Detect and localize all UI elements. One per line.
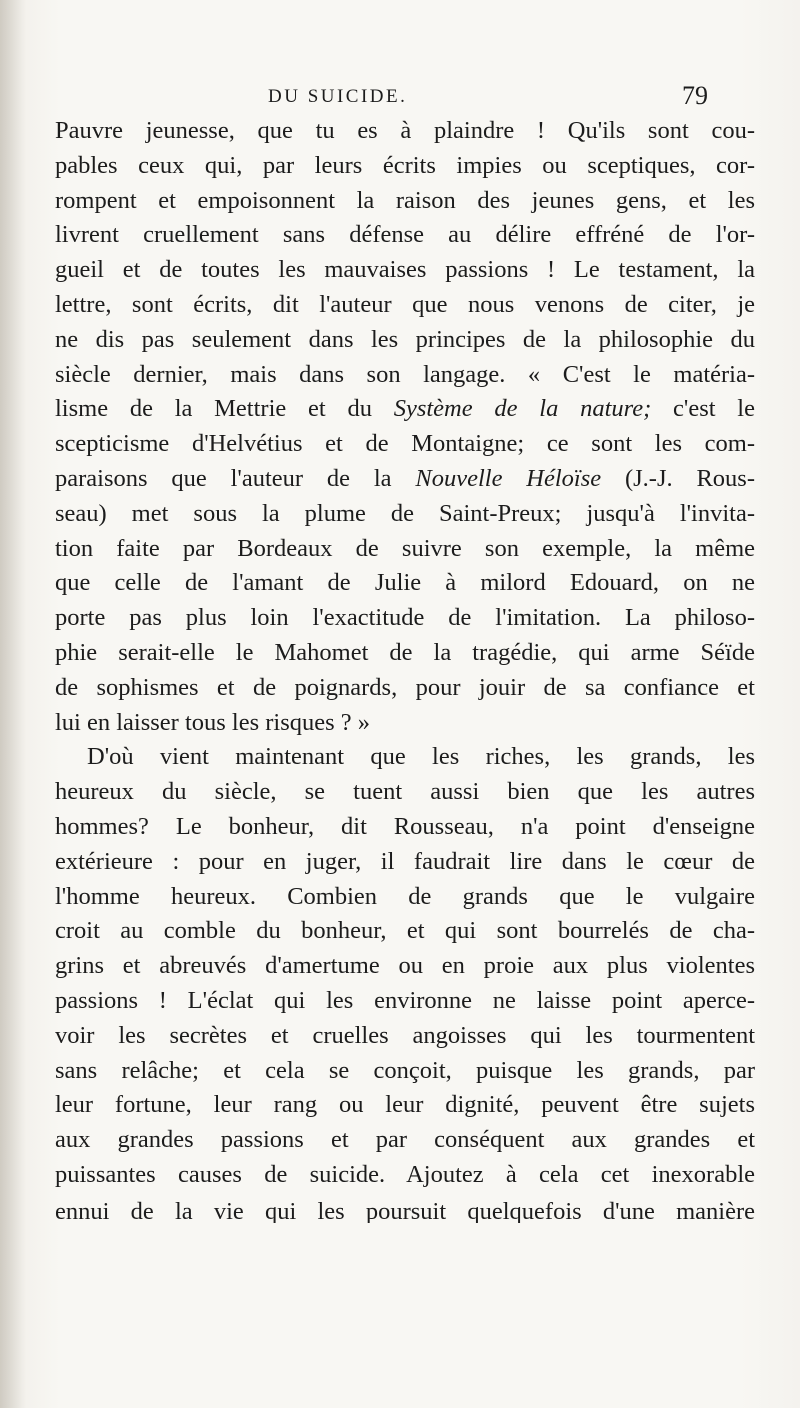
text-line: hommes? Le bonheur, dit Rousseau, n'a point d'enseigne [55, 812, 755, 840]
text-line [55, 392, 755, 427]
text-line: lettre, sont écrits, dit l'auteur que nous venons de citer, je [55, 290, 755, 318]
text-line: seau) met sous la plume de Saint-Preux; jusqu'à l'invita- [55, 499, 755, 527]
text-line: leur fortune, leur rang ou leur dignité, peuvent être sujets [55, 1091, 755, 1119]
text-run: paraisons que l'auteur de la [55, 464, 416, 492]
text-line: livrent cruellement sans défense au délire effréné de l'or- [55, 221, 755, 249]
text-run: c'est le [651, 395, 755, 423]
paragraph-1 [55, 114, 755, 740]
text-line: D'où vient maintenant que les riches, les grands, les [87, 743, 755, 771]
text-line: lui en laisser tous les risques ? » [55, 708, 371, 736]
text-line: de sophismes et de poignards, pour jouir de sa confiance et [55, 673, 755, 701]
text-run: lisme de la Mettrie et du [55, 395, 394, 423]
text-line: voir les secrètes et cruelles angoisses qui les tourmentent [55, 1021, 755, 1049]
binding-shadow [0, 0, 26, 1408]
paragraph-2 [55, 740, 755, 1222]
text-line: Pauvre jeunesse, que tu es à plaindre ! Qu'ils sont cou- [55, 117, 755, 144]
text-line: porte pas plus loin l'exactitude de l'imitation. La philoso- [55, 604, 755, 632]
text-line: rompent et empoisonnent la raison des jeunes gens, et les [55, 186, 755, 214]
body-text [55, 114, 755, 1223]
running-header [0, 82, 800, 112]
text-line-cropped: ennui de la vie qui les poursuit quelquefois d'une manière [55, 1197, 755, 1223]
italic-title: Nouvelle Héloïse [415, 464, 602, 492]
text-line: l'homme heureux. Combien de grands que le vulgaire [55, 882, 755, 910]
text-line: scepticisme d'Helvétius et de Montaigne; ce sont les com- [55, 430, 755, 458]
text-line: heureux du siècle, se tuent aussi bien que les autres [55, 778, 755, 806]
text-line: sans relâche; et cela se conçoit, puisque les grands, par [55, 1056, 755, 1084]
text-line: phie serait-elle le Mahomet de la tragédie, qui arme Séïde [55, 638, 755, 666]
text-line: gueil et de toutes les mauvaises passions ! Le testament, la [55, 256, 755, 284]
text-line: que celle de l'amant de Julie à milord Edouard, on ne [55, 569, 755, 597]
running-title: DU SUICIDE. [268, 86, 408, 107]
text-line: siècle dernier, mais dans son langage. « C'est le matéria- [55, 360, 755, 388]
text-line: aux grandes passions et par conséquent aux grandes et [55, 1126, 755, 1154]
page-number: 79 [682, 81, 708, 110]
text-line: grins et abreuvés d'amertume ou en proie aux plus violentes [55, 952, 755, 980]
text-line [55, 462, 755, 497]
text-line: croit au comble du bonheur, et qui sont bourrelés de cha- [55, 917, 755, 945]
text-line: pables ceux qui, par leurs écrits impies ou sceptiques, cor- [55, 151, 755, 179]
text-line: ne dis pas seulement dans les principes de la philosophie du [55, 325, 755, 353]
italic-title: Système de la nature; [393, 395, 652, 423]
text-run: (J.-J. Rous- [601, 464, 755, 492]
text-line: passions ! L'éclat qui les environne ne laisse point aperce- [55, 986, 755, 1014]
text-line: tion faite par Bordeaux de suivre son exemple, la même [55, 534, 755, 562]
text-line: puissantes causes de suicide. Ajoutez à cela cet inexorable [55, 1160, 755, 1188]
text-line: extérieure : pour en juger, il faudrait lire dans le cœur de [55, 847, 755, 875]
